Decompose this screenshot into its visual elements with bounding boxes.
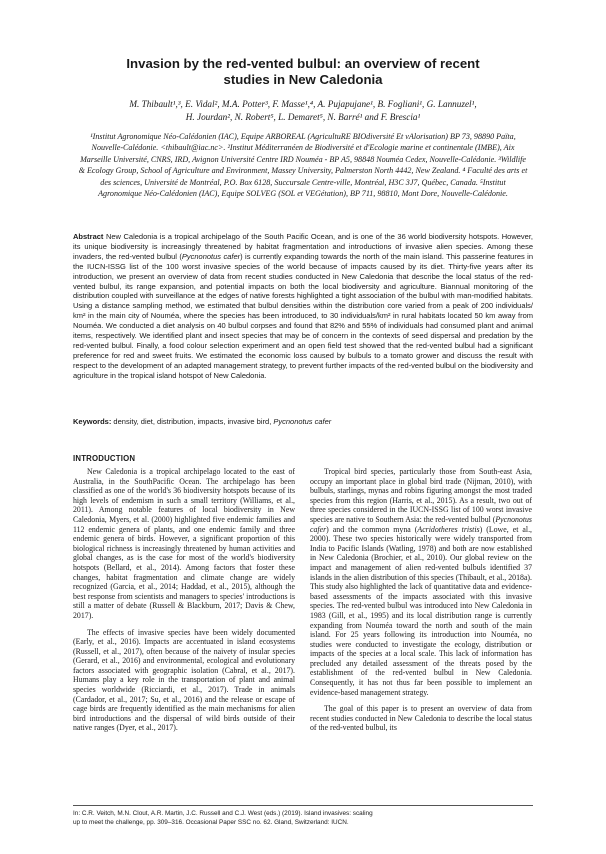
column-left (73, 467, 295, 740)
abstract-species: Pycnonotus cafer (181, 251, 241, 261)
keywords-text: density, diet, distribution, impacts, invasive bird, (111, 417, 274, 426)
intro-paragraph-3 (310, 467, 532, 697)
abstract-text-1: New Caledonia is a tropical archipelago of the South Pacific Ocean, and is one of the 36 world biodiversity hotspots. However, its unique biodiversity is increasingly threatened by habitat fragmentation and introductions of invasive alien species. Among these invaders, the red-vented bulbul ( (73, 232, 533, 261)
para3-text-b: ) and the common myna ( (326, 524, 418, 534)
intro-paragraph-2: The effects of invasive species have been widely documented (Early, et al., 2016). Impacts are accentuated in island ecosystems (Russell, et al., 2017), often because of the naivety of insular species (Gerard, et al., 2016) and environmental, ecological and evolutionary factors associated with geographic isolation (Cabral, et al., 2017). Humans play a key role in the transportation of plant and animal species worldwide (Ricciardi, et al., 2017). Trade in animals (Cardador, et al., 2017; Su, et al., 2016) and the release or escape of cage birds are frequently identified as the main mechanisms for alien bird introductions and the dispersal of wild birds outside of their native ranges (Dyer, et al., 2017). (73, 627, 295, 733)
paper-title (70, 56, 536, 87)
abstract-text-2: ) is currently expanding towards the north of the main island. This passerine features in the IUCN-ISSG list of the 100 worst invasive species of the world because of impacts caused by its diet. Thirty-five years after its introduction, we present an overview of data from recent studies conducted in New Caledonia that describe the local status of the red-vented bulbul, its range expansion, and potential impacts on both the local biodiversity and agriculture. Biannual monitoring of the distribution coupled with surveillance at the edges of native forests highlighted a tight association of the bulbul with man-modified habitats. Using a distance sampling method, we estimated that bulbul densities within the distribution core varied from a peak of 200 individuals/ km² in the main city of Nouméa, where the species has been introduced, to 30 individuals/km² in rural habitats located 50 km away from Nouméa. We conducted a diet analysis on 40 bulbul corpses and found that 82% and 55% of individuals had consumed plant and animal items, respectively. We identified plant and insect species that may be of concern in the contexts of seed dispersal and predation by the red-vented bulbul. Finally, a food colour selection experiment and an open field test showed that the red-vented bulbul had a significant preference for red and sweet fruits. We estimated the economic loss caused by bulbuls to a tomato grower and discuss the result with respect to the development of an adapted management strategy, to prevent further impacts of the red-vented bulbul on the biodiversity and agriculture in the tropical island hotspot of New Caledonia. (73, 251, 533, 380)
author-list (58, 98, 548, 124)
footer-line-2: up to meet the challenge, pp. 309–316. Occasional Paper SSC no. 62. Gland, Switzerland: IUCN. (73, 818, 349, 826)
affiliations: ¹Institut Agronomique Néo-Calédonien (IAC), Equipe ARBOREAL (AgricultuRE BIOdiversité Et vAlorisation) BP 73, 98890 Païta, Nouvelle-Calédonie. <thibault@iac.nc>. ²Institut Méditerranéen de Biodiversité et d'Ecologie marine et continentale (IMBE), Aix Marseille Université, CNRS, IRD, Avignon Université Centre IRD Nouméa - BP A5, 98848 Nouméa Cedex, Nouvelle-Calédonie. ³Wildlife & Ecology Group, School of Agriculture and Environment, Massey University, Palmerston North 4442, New Zealand. ⁴ Faculté des arts et des sciences, Université de Montréal, P.O. Box 6128, Succursale Centre-ville, Montréal, H3C 3J7, Québec, Canada. ⁵Institut Agronomique Néo-Calédonien (IAC), Equipe SOLVEG (SOL et VEGétation), BP 711, 98810, Mont Dore, Nouvelle-Calédonie. (78, 132, 528, 199)
para3-text-a: Tropical bird species, particularly those from South-east Asia, occupy an important place in global bird trade (Nijman, 2010), with bulbuls, starlings, mynas and robins figuring amongst the most traded species from this region (Harris, et al., 2015). As a result, two out of three species considered in the IUCN-ISSG list of 100 worst invasive species are native to Southern Asia: the red-vented bulbul ( (310, 467, 532, 524)
intro-paragraph-4: The goal of this paper is to present an overview of data from recent studies conducted in New Caledonia to describe the local status of the red-vented bulbul, its (310, 704, 532, 733)
keywords (73, 417, 533, 427)
keywords-species: Pycnonotus cafer (273, 417, 332, 426)
para3-species-2: Acridotheres tristis (417, 524, 480, 534)
footer-divider (73, 805, 533, 806)
authors-line-1: M. Thibault¹,³, E. Vidal², M.A. Potter³, F. Masse¹,⁴, A. Pujapujane¹, B. Fogliani¹, G. Lannuzel¹, (129, 99, 477, 109)
title-line-2: studies in New Caledonia (223, 71, 383, 87)
abstract (73, 232, 533, 381)
footer-line-1: In: C.R. Veitch, M.N. Clout, A.R. Martin, J.C. Russell and C.J. West (eds.) (2019). Island invasives: scaling (73, 810, 373, 817)
abstract-label: Abstract (73, 232, 104, 241)
citation-footer (73, 810, 543, 828)
section-heading-introduction: INTRODUCTION (73, 454, 136, 463)
authors-line-2: H. Jourdan², N. Robert⁵, L. Demaret⁵, N. Barré¹ and F. Brescia¹ (185, 112, 421, 122)
intro-paragraph-1: New Caledonia is a tropical archipelago located to the east of Australia, in the SouthPacific Ocean. The archipelago has been classified as one of the world's 36 biodiversity hotspots because of its high levels of endemism in such a small territory (Williams, et al., 2011). Among notable features of local biodiversity in New Caledonia, Myers, et al. (2000) highlighted five endemic families and 112 endemic genera of plants, and one endemic family and three endemic genera of birds. However, a significant proportion of this biological richness is increasingly threatened by human activities and global changes, as is the case for most of the world's biodiversity hotspots (Bellard, et al., 2014). Among factors that foster these changes, habitat fragmentation and climate change are widely recognized (Garcia, et al., 2014; Haddad, et al., 2015), although the best response from scientists and managers to species' introductions is still a matter of debate (Russell & Blackburn, 2017; Davis & Chew, 2017). (73, 467, 295, 620)
para3-species-1: Pycnonotus cafer (310, 514, 532, 534)
keywords-label: Keywords: (73, 417, 112, 426)
column-right (310, 467, 532, 740)
title-line-1: Invasion by the red-vented bulbul: an overview of recent (126, 56, 480, 71)
para3-text-c: ) (Lowe, et al., 2000). These two species historically were widely transported from India to Pacific Islands (Watling, 1978) and both are now established in New Caledonia (Brochier, et al., 2010). Our global review on the impact and management of alien red-vented bulbuls identified 37 islands in the alien distribution of this species (Thibault, et al., 2018a). This study also highlighted the lack of quantitative data and evidence-based assessments of the impacts associated with this invasive species. The red-vented bulbul was introduced into New Caledonia in 1983 (Gill, et al., 1995) and its local distribution range is currently expanding from Nouméa toward the north and south of the main island. For 25 years following its introduction into Nouméa, no studies were conducted to investigate the ecology, distribution or impacts of the species at a local scale. This lack of information has precluded any detailed assessment of the threats posed by the establishment of the red-vented bulbul in New Caledonia. Consequently, it has not thus far been possible to implement an evidence-based management strategy. (310, 524, 533, 697)
